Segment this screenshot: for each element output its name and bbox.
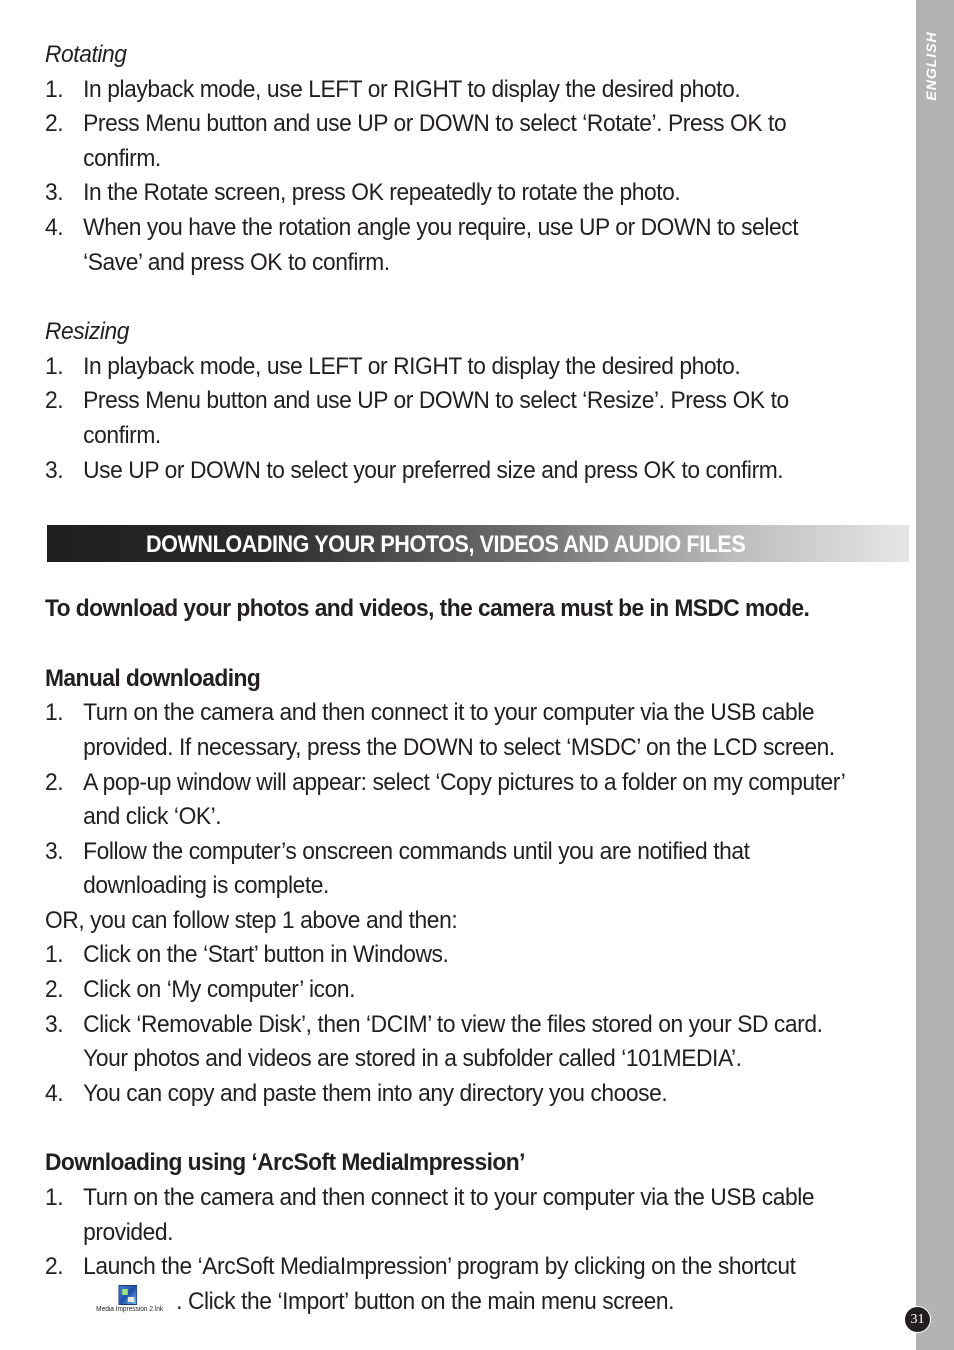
list-item: 3. Follow the computer’s onscreen commands until you are notified that downloading is complete.: [45, 837, 750, 900]
alternative-intro: OR, you can follow step 1 above and then:: [45, 906, 458, 934]
resizing-heading: Resizing: [45, 318, 130, 346]
list-item: 2. Launch the ‘ArcSoft MediaImpression’ program by clicking on the shortcut Media Impression 2.lnk . Click the ‘Import’ button on the main menu screen.: [45, 1253, 796, 1315]
msdc-note: To download your photos and videos, the camera must be in MSDC mode.: [45, 595, 810, 623]
resizing-steps: [45, 350, 854, 488]
page-number: 31: [904, 1306, 931, 1333]
arcsoft-steps: [45, 1181, 854, 1319]
page-content: [45, 38, 854, 1319]
side-strip: [916, 0, 954, 1350]
list-item: 3. Use UP or DOWN to select your preferred size and press OK to confirm.: [45, 456, 784, 484]
list-item: 1. Turn on the camera and then connect it to your computer via the USB cable provided.: [45, 1184, 815, 1246]
list-item: 3. Click ‘Removable Disk’, then ‘DCIM’ to view the files stored on your SD card. Your photos and videos are stored in a subfolder called ‘101MEDIA’.: [45, 1010, 823, 1073]
mediaimpression-shortcut-icon: [118, 1285, 137, 1305]
shortcut-caption: Media Impression 2.lnk: [96, 1305, 164, 1313]
list-item: 2. Click on ‘My computer’ icon.: [45, 976, 356, 1004]
list-item: 1. Turn on the camera and then connect it to your computer via the USB cable provided. If necessary, press the DOWN to select ‘MSDC’ on the LCD screen.: [45, 699, 835, 761]
list-item: 1. In playback mode, use LEFT or RIGHT to display the desired photo.: [45, 75, 741, 103]
list-item: 1. Click on the ‘Start’ button in Windows.: [45, 941, 449, 969]
manual-downloading-heading: Manual downloading: [45, 664, 261, 692]
rotating-heading: Rotating: [45, 41, 127, 68]
list-item: 1. In playback mode, use LEFT or RIGHT to display the desired photo.: [45, 352, 741, 380]
mediaimpression-shortcut[interactable]: [89, 1285, 171, 1315]
list-item: 2. Press Menu button and use UP or DOWN to select ‘Resize’. Press OK to confirm.: [45, 387, 789, 449]
list-item: 3. In the Rotate screen, press OK repeatedly to rotate the photo.: [45, 179, 681, 207]
list-item: 4. You can copy and paste them into any directory you choose.: [45, 1079, 668, 1107]
alternative-steps: [45, 938, 854, 1111]
language-tab-label: ENGLISH: [923, 31, 939, 101]
rotating-steps: [45, 73, 854, 281]
list-item: 4. When you have the rotation angle you require, use UP or DOWN to select ‘Save’ and press OK to confirm.: [45, 213, 799, 276]
section-banner-title: DOWNLOADING YOUR PHOTOS, VIDEOS AND AUDIO FILES: [146, 531, 746, 558]
manual-steps: [45, 696, 854, 904]
list-item: 2. Press Menu button and use UP or DOWN to select ‘Rotate’. Press OK to confirm.: [45, 110, 787, 172]
arcsoft-heading: Downloading using ‘ArcSoft MediaImpression’: [45, 1149, 525, 1177]
list-item: 2. A pop-up window will appear: select ‘Copy pictures to a folder on my computer’ and click ‘OK’.: [45, 768, 845, 831]
